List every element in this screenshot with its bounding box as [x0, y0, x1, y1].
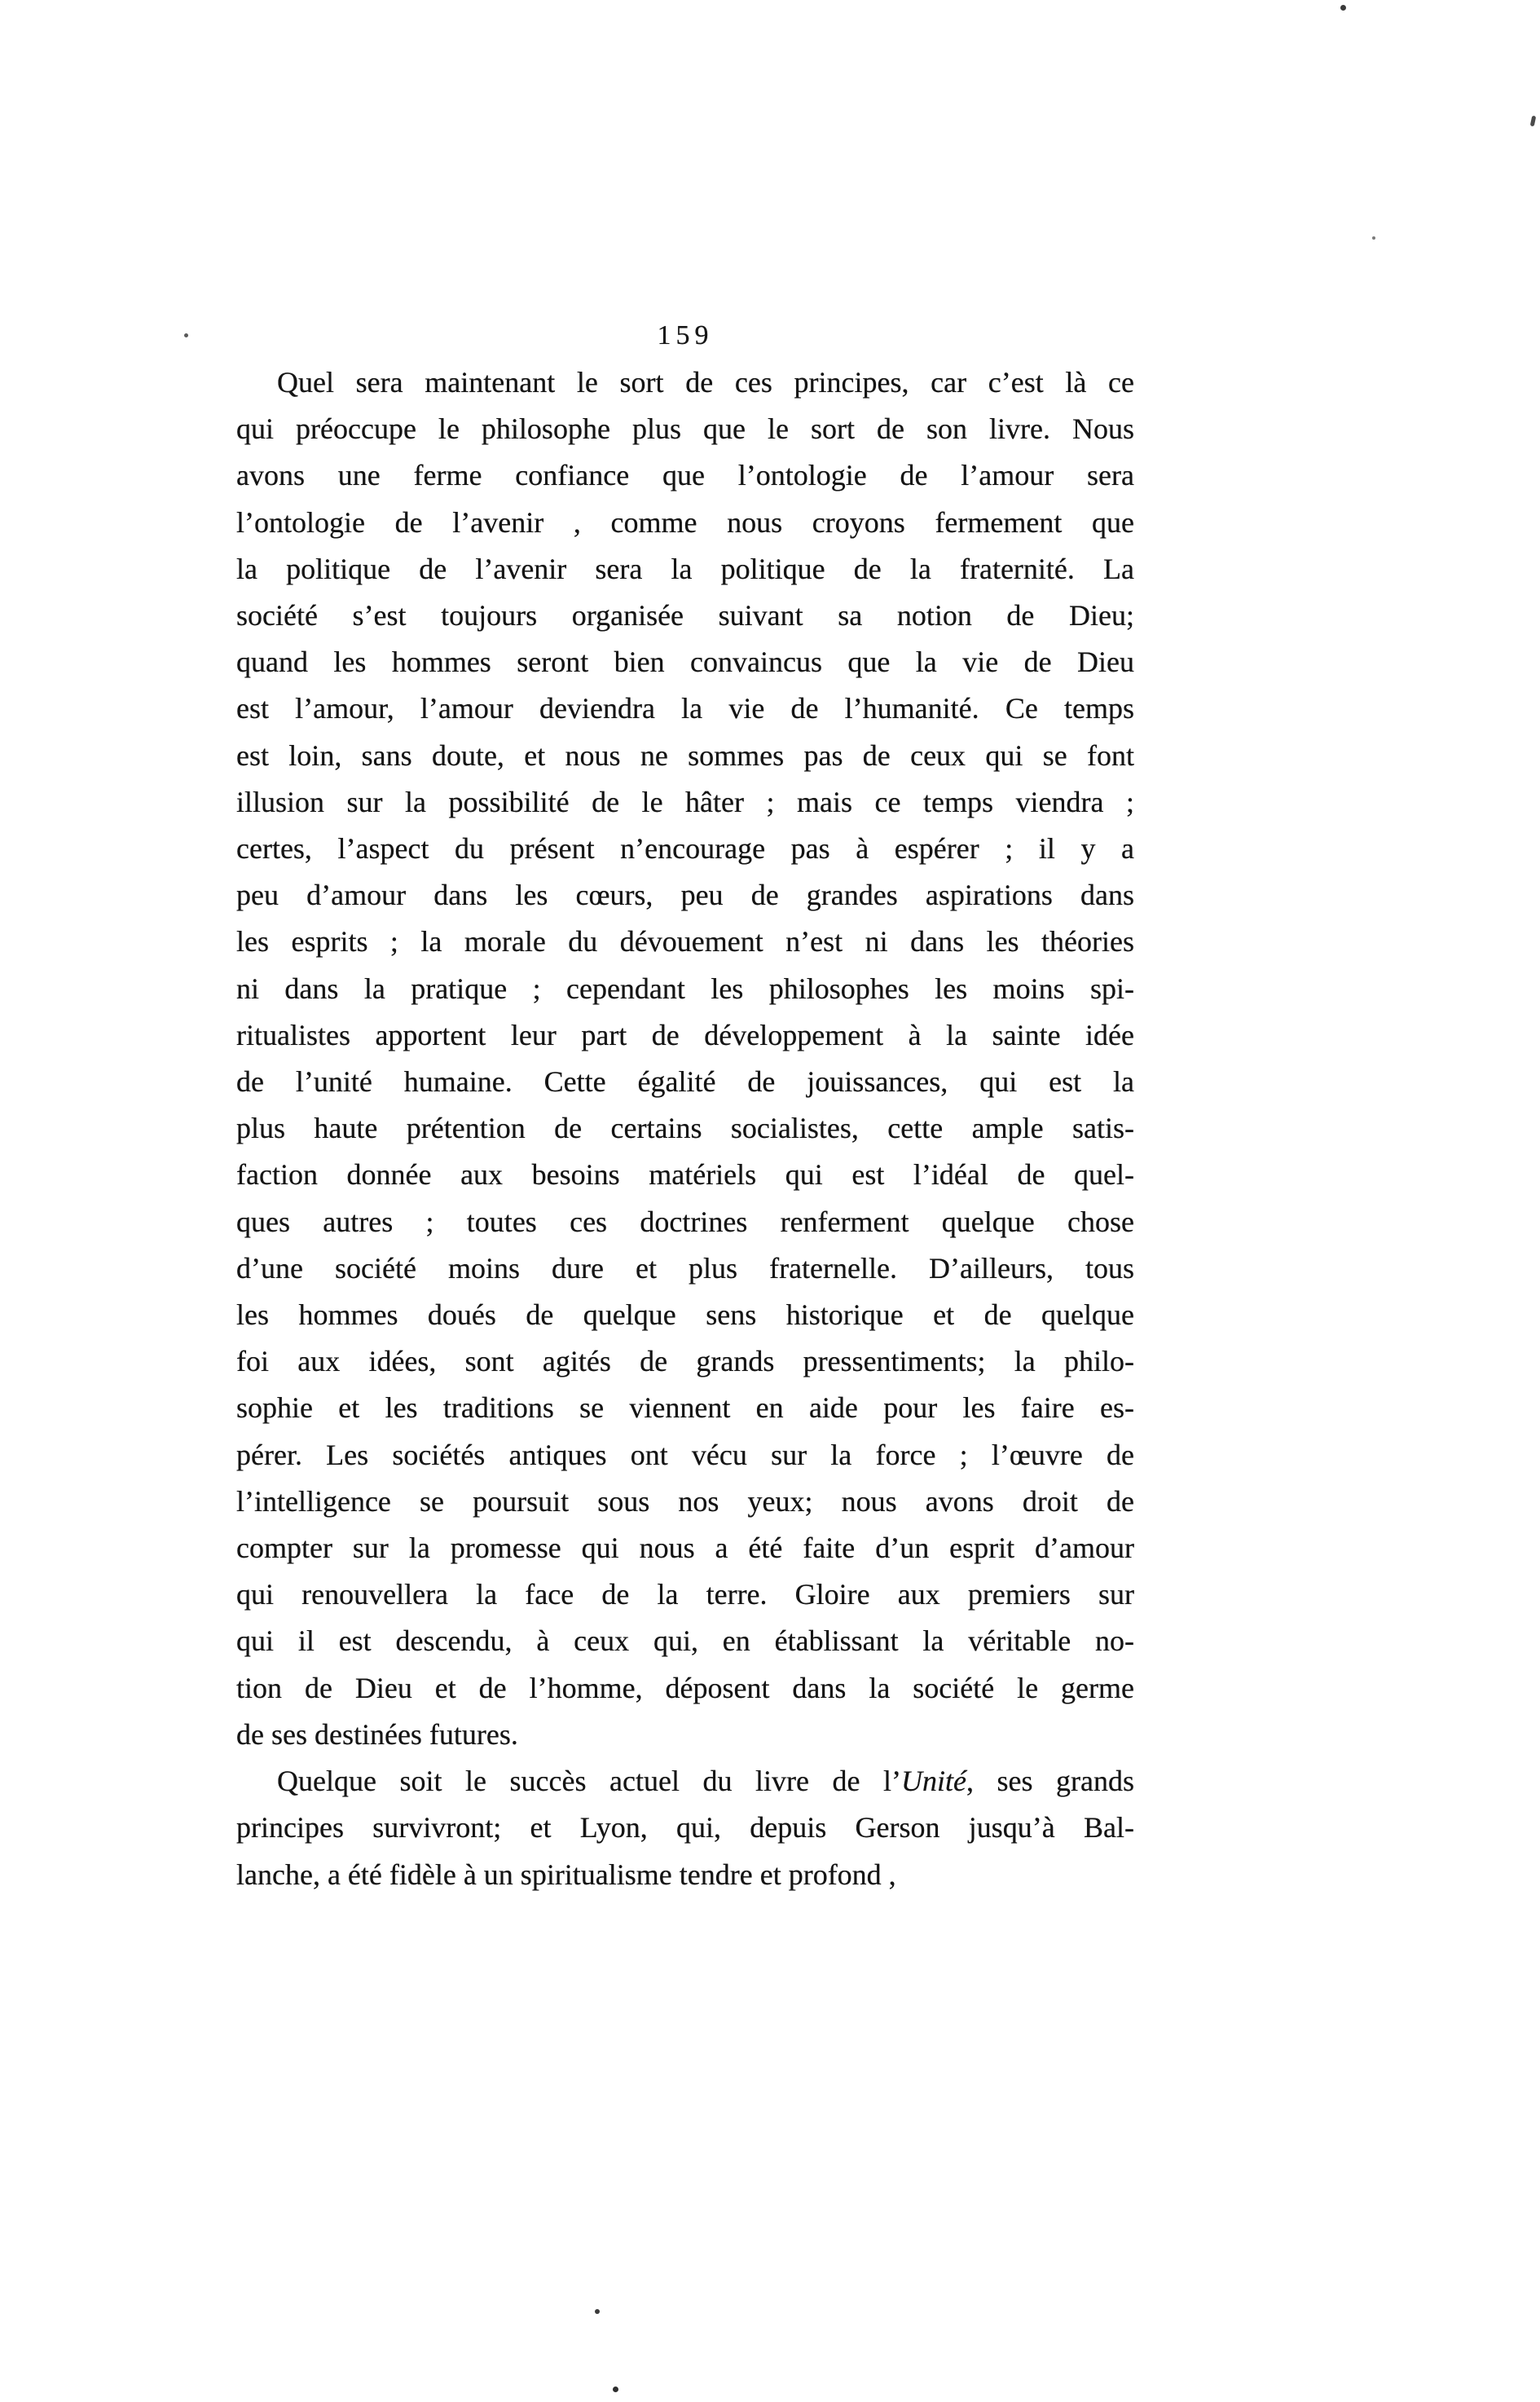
text-segment: l’ontologie de l’avenir , comme nous croyons fermement que: [236, 505, 1134, 539]
text-line: [236, 1199, 1134, 1245]
paragraph: [236, 1758, 1134, 1898]
text-segment: les hommes doués de quelque sens historique et de quelque: [236, 1298, 1134, 1332]
text-segment: sophie et les traditions se viennent en aide pour les faire es-: [236, 1391, 1134, 1425]
text-line: [236, 452, 1134, 499]
text-segment: ques autres ; toutes ces doctrines renferment quelque chose: [236, 1205, 1134, 1238]
text-line: [236, 1618, 1134, 1664]
text-line: [236, 359, 1134, 406]
text-segment: Quel sera maintenant le sort de ces principes, car c’est là ce: [277, 366, 1134, 399]
text-segment: lanche, a été fidèle à un spiritualisme tendre et profond ,: [236, 1858, 896, 1891]
text-line: [236, 1432, 1134, 1479]
ink-speck: [184, 333, 188, 337]
text-segment: est l’amour, l’amour deviendra la vie de l’humanité. Ce temps: [236, 692, 1134, 725]
text-line: [236, 919, 1134, 965]
text-line: [236, 593, 1134, 639]
text-line: [236, 1105, 1134, 1152]
text-segment: foi aux idées, sont agités de grands pressentiments; la philo-: [236, 1345, 1134, 1378]
text-segment: qui préoccupe le philosophe plus que le sort de son livre. Nous: [236, 412, 1134, 446]
text-line: [236, 500, 1134, 546]
text-line: [236, 1152, 1134, 1198]
text-segment: qui renouvellera la face de la terre. Gloire aux premiers sur: [236, 1578, 1134, 1611]
text-segment: , ses grands: [966, 1765, 1134, 1798]
text-line: [236, 1852, 1134, 1898]
text-segment: illusion sur la possibilité de le hâter ; mais ce temps viendra ;: [236, 785, 1134, 818]
text-line: [236, 826, 1134, 872]
text-line: [236, 1571, 1134, 1618]
text-line: [236, 733, 1134, 779]
text-segment: de ses destinées futures.: [236, 1717, 518, 1751]
page-text: [236, 359, 1134, 1898]
text-segment: ritualistes apportent leur part de développement à la sainte idée: [236, 1018, 1134, 1051]
text-line: [236, 872, 1134, 919]
text-segment: ni dans la pratique ; cependant les philosophes les moins spi-: [236, 972, 1134, 1005]
text-segment: l’intelligence se poursuit sous nos yeux; nous avons droit de: [236, 1484, 1134, 1518]
italic-text: Unité: [900, 1765, 966, 1798]
text-line: [236, 1385, 1134, 1431]
text-segment: certes, l’aspect du présent n’encourage pas à espérer ; il y a: [236, 832, 1134, 866]
text-line: [236, 1059, 1134, 1105]
text-segment: compter sur la promesse qui nous a été faite d’un esprit d’amour: [236, 1532, 1134, 1565]
text-line: [236, 1292, 1134, 1338]
ink-speck: [1340, 5, 1346, 11]
text-segment: principes survivront; et Lyon, qui, depuis Gerson jusqu’à Bal-: [236, 1811, 1134, 1844]
text-line: [236, 1479, 1134, 1525]
text-segment: faction donnée aux besoins matériels qui est l’idéal de quel-: [236, 1158, 1134, 1192]
text-segment: quand les hommes seront bien convaincus que la vie de Dieu: [236, 646, 1134, 679]
ink-speck: [1530, 116, 1537, 127]
text-line: [236, 1012, 1134, 1059]
text-line: [236, 1758, 1134, 1805]
text-segment: la politique de l’avenir sera la politique de la fraternité. La: [236, 552, 1134, 585]
text-line: [236, 1338, 1134, 1385]
text-segment: les esprits ; la morale du dévouement n’est ni dans les théories: [236, 925, 1134, 959]
text-line: [236, 966, 1134, 1012]
text-line: [236, 1805, 1134, 1851]
text-segment: est loin, sans doute, et nous ne sommes pas de ceux qui se font: [236, 738, 1134, 772]
text-segment: d’une société moins dure et plus fraternelle. D’ailleurs, tous: [236, 1251, 1134, 1285]
text-segment: Quelque soit le succès actuel du livre de l’: [277, 1765, 901, 1798]
text-segment: pérer. Les sociétés antiques ont vécu sur la force ; l’œuvre de: [236, 1438, 1134, 1471]
text-line: [236, 779, 1134, 826]
text-segment: plus haute prétention de certains socialistes, cette ample satis-: [236, 1112, 1134, 1145]
text-segment: qui il est descendu, à ceux qui, en établissant la véritable no-: [236, 1624, 1134, 1658]
paragraph: [236, 359, 1134, 1758]
text-line: [236, 639, 1134, 685]
text-line: [236, 546, 1134, 593]
ink-speck: [595, 2309, 600, 2314]
text-line: [236, 1525, 1134, 1571]
text-segment: société s’est toujours organisée suivant sa notion de Dieu;: [236, 599, 1134, 632]
ink-speck: [613, 2387, 618, 2392]
text-line: [236, 1245, 1134, 1292]
text-segment: avons une ferme confiance que l’ontologie de l’amour sera: [236, 459, 1134, 492]
text-line: [236, 685, 1134, 732]
text-line: [236, 1712, 1134, 1758]
text-segment: tion de Dieu et de l’homme, déposent dans la société le germe: [236, 1671, 1134, 1704]
text-line: [236, 406, 1134, 452]
text-line: [236, 1665, 1134, 1712]
page-number: 159: [657, 320, 714, 350]
ink-speck: [1372, 236, 1375, 240]
text-segment: de l’unité humaine. Cette égalité de jouissances, qui est la: [236, 1065, 1134, 1099]
text-segment: peu d’amour dans les cœurs, peu de grandes aspirations dans: [236, 879, 1134, 912]
